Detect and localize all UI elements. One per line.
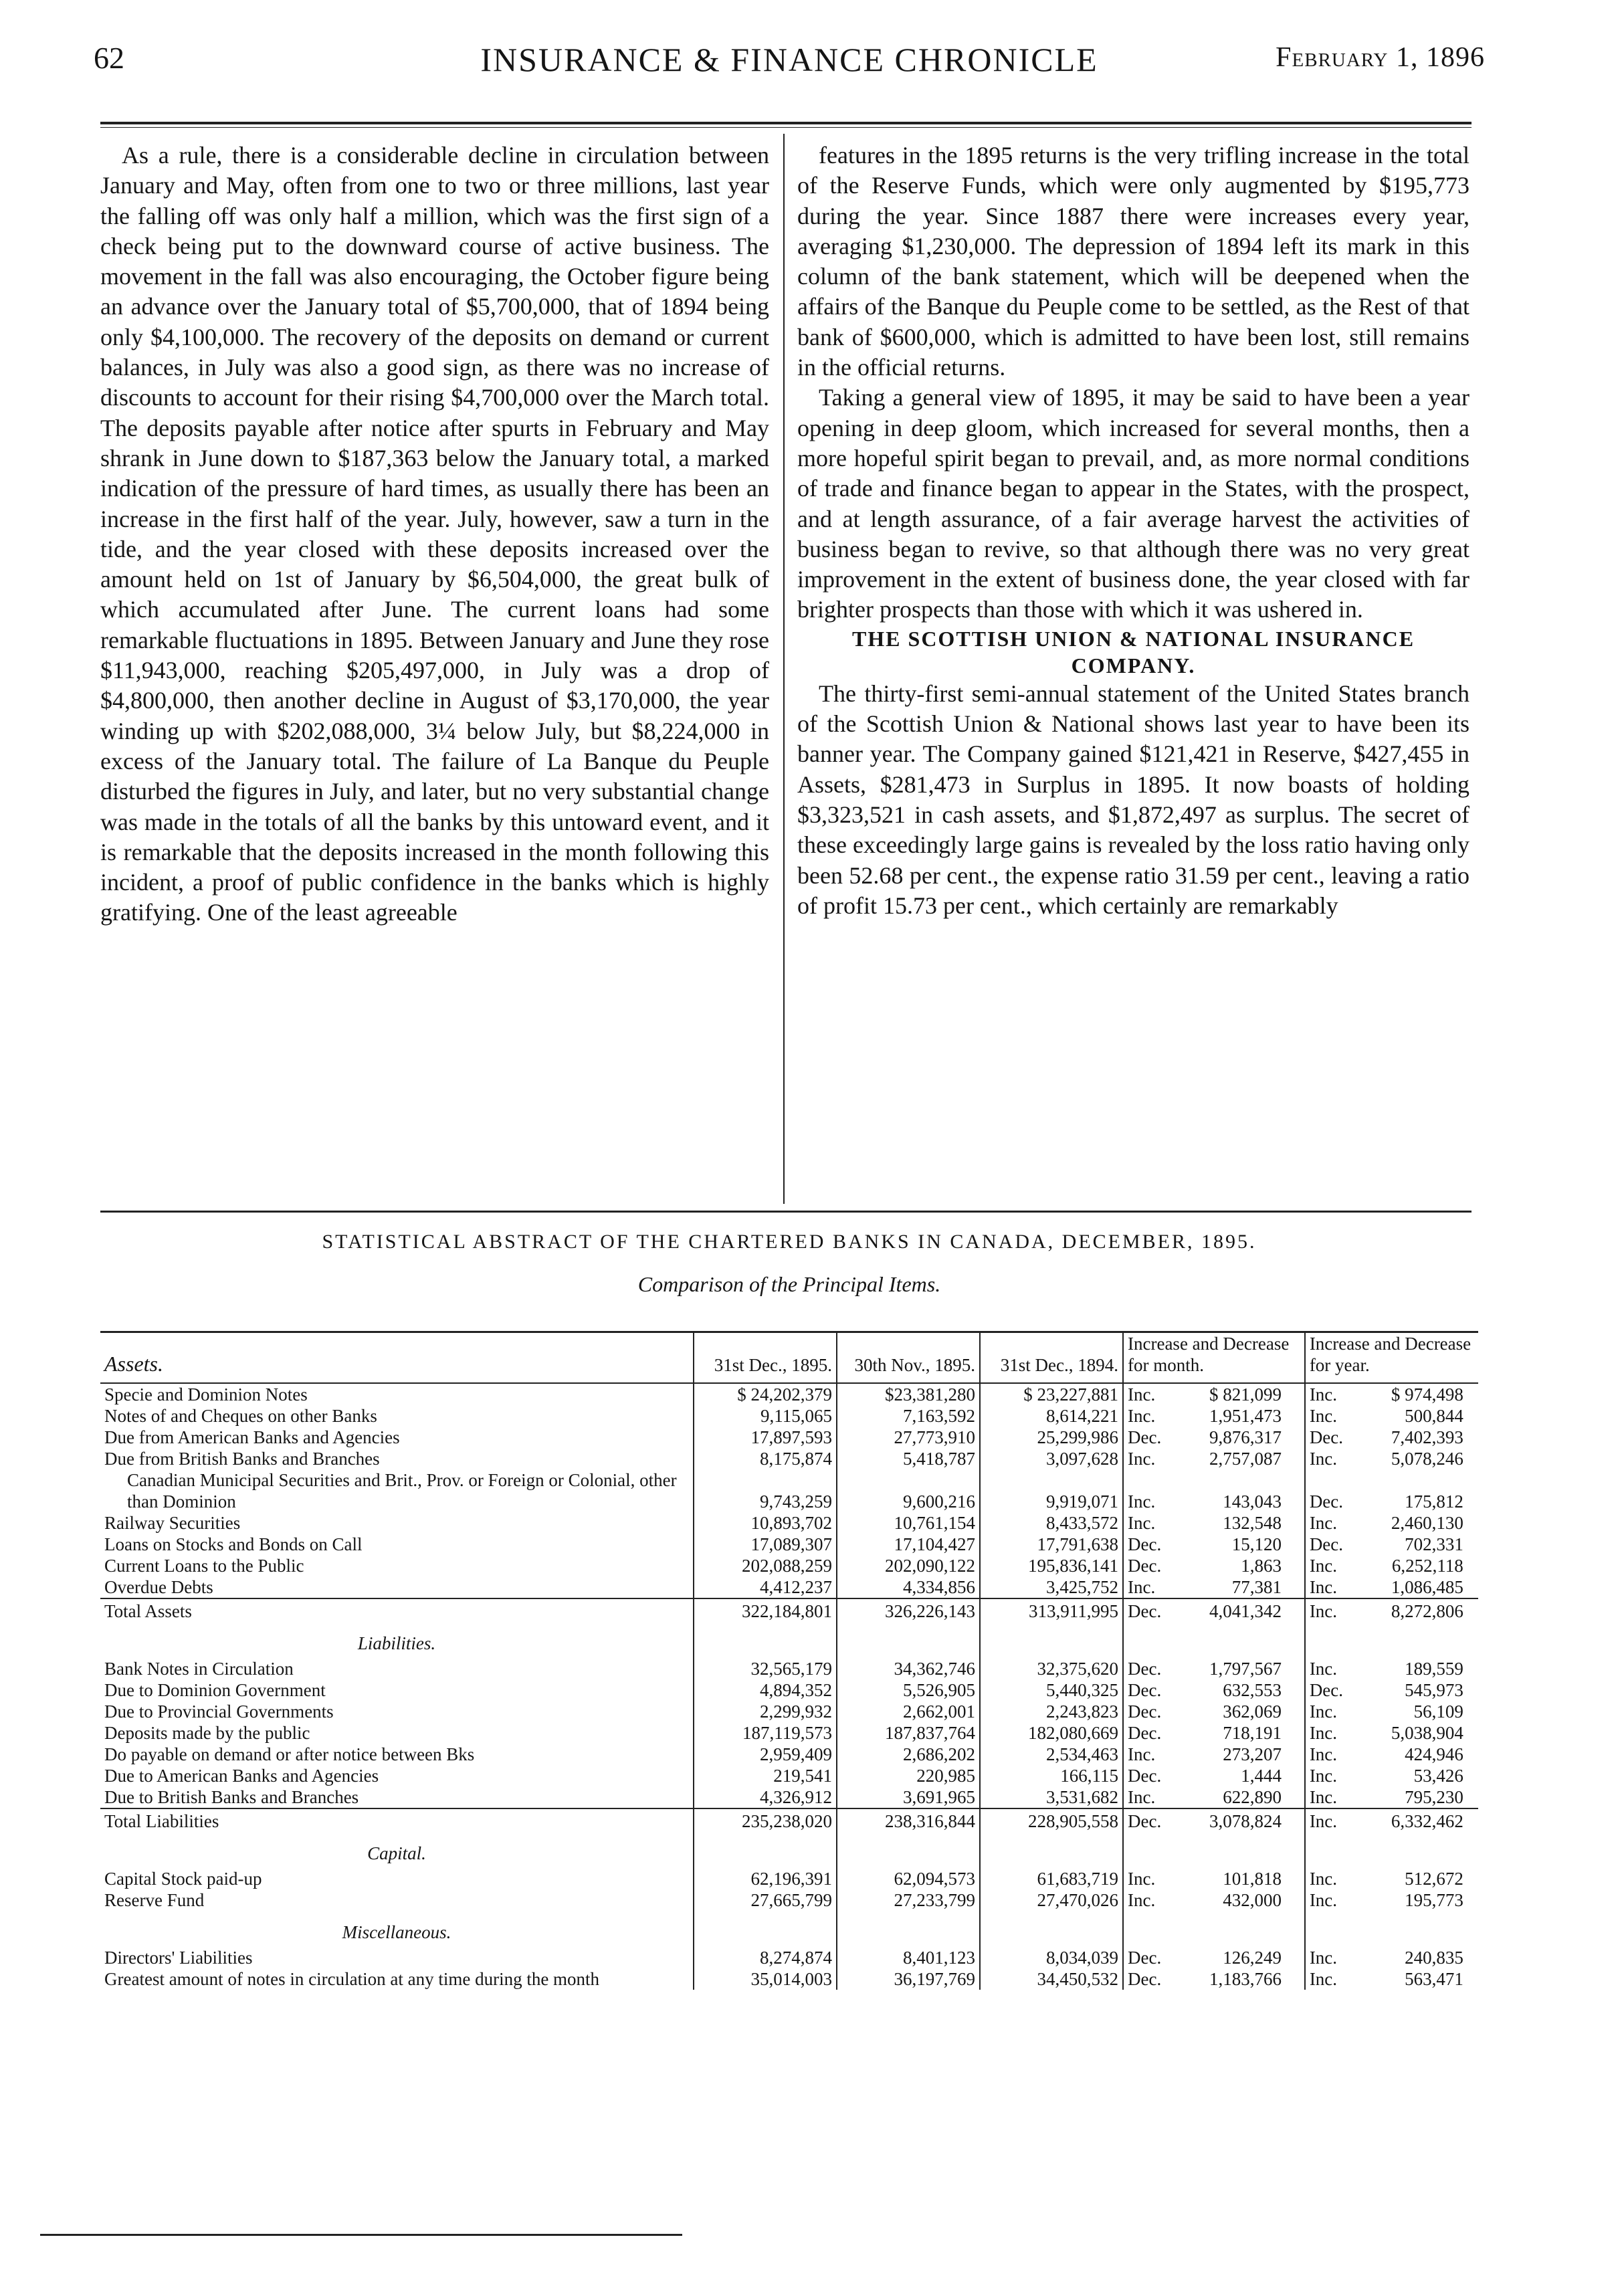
year-change — [1305, 1786, 1478, 1808]
year-change — [1305, 1469, 1478, 1512]
right-paragraph: features in the 1895 returns is the very trifling increase in the total of the Reserve Funds, which were only augmented by $195,773 during the year. Since 1887 there were increases every year, averaging $1,230,000. The depression of 1894 left its mark in this column of the bank statement, which will be deepened when the affairs of the Banque du Peuple come to be settled, as the Rest of that bank of $600,000, which is admitted to have been lost, still remains in the official returns. — [797, 142, 1469, 381]
year-change-direction: Inc. — [1309, 1449, 1338, 1469]
year-change-direction: Inc. — [1309, 1556, 1338, 1576]
year-change — [1305, 1658, 1478, 1679]
year-change-amount: 175,812 — [1405, 1491, 1463, 1512]
month-change-direction: Inc. — [1128, 1744, 1156, 1764]
table-row — [100, 1427, 1478, 1448]
table-section-label-row — [100, 1832, 1478, 1868]
value-nov-1895: 5,526,905 — [837, 1679, 980, 1701]
month-change-amount: $ 821,099 — [1209, 1384, 1282, 1405]
month-change-direction: Inc. — [1128, 1449, 1156, 1469]
year-change-direction: Dec. — [1309, 1534, 1344, 1554]
month-change — [1123, 1405, 1305, 1427]
year-change-direction: Inc. — [1309, 1890, 1338, 1910]
month-change-amount: 2,757,087 — [1209, 1449, 1282, 1469]
empty-cell — [1305, 1622, 1478, 1658]
empty-cell — [980, 1911, 1123, 1947]
year-change-direction: Dec. — [1309, 1427, 1344, 1447]
month-change-amount: 15,120 — [1231, 1534, 1282, 1554]
bottom-rule — [40, 2234, 682, 2236]
year-change — [1305, 1512, 1478, 1534]
value-dec-1895: 10,893,702 — [694, 1512, 837, 1534]
table-section-label: Miscellaneous. — [342, 1922, 451, 1942]
value-dec-1894: 25,299,986 — [980, 1427, 1123, 1448]
month-change-amount: 3,078,824 — [1209, 1811, 1282, 1831]
month-change-direction: Dec. — [1128, 1556, 1162, 1576]
year-change-direction: Inc. — [1309, 1601, 1338, 1621]
value-dec-1894: 182,080,669 — [980, 1722, 1123, 1744]
value-dec-1894: 2,534,463 — [980, 1744, 1123, 1765]
month-change — [1123, 1427, 1305, 1448]
year-change-direction: Inc. — [1309, 1948, 1338, 1968]
value-dec-1894: 27,470,026 — [980, 1889, 1123, 1911]
empty-cell — [1305, 1911, 1478, 1947]
table-section-label: Capital. — [367, 1843, 426, 1863]
value-dec-1895: 322,184,801 — [694, 1598, 837, 1622]
month-change-amount: 4,041,342 — [1209, 1601, 1282, 1621]
value-dec-1895: 8,175,874 — [694, 1448, 837, 1469]
value-dec-1895: 219,541 — [694, 1765, 837, 1786]
year-change — [1305, 1868, 1478, 1889]
right-column — [797, 140, 1469, 921]
table-row — [100, 1658, 1478, 1679]
year-change-amount: 8,272,806 — [1391, 1601, 1463, 1621]
month-change-direction: Dec. — [1128, 1766, 1162, 1786]
right-paragraph: The thirty-first semi-annual statement of the United States branch of the Scottish Union & National shows last year to have been its banner year. The Company gained $121,421 in Reserve, $427,455 in Assets, $281,473 in Surplus in 1895. It now boasts of holding $3,323,521 in cash assets, and $1,872,497 as surplus. The secret of these exceedingly large gains is revealed by the loss ratio having only been 52.68 per cent., the expense ratio 31.59 per cent., leaving a ratio of profit 15.73 per cent., which certainly are remarkably — [797, 680, 1469, 919]
year-change-direction: Inc. — [1309, 1744, 1338, 1764]
value-nov-1895: 5,418,787 — [837, 1448, 980, 1469]
value-dec-1895: 32,565,179 — [694, 1658, 837, 1679]
value-dec-1895: 4,894,352 — [694, 1679, 837, 1701]
year-change-amount: 545,973 — [1405, 1680, 1463, 1700]
value-dec-1894: 8,614,221 — [980, 1405, 1123, 1427]
value-dec-1894: 3,425,752 — [980, 1576, 1123, 1598]
table-subtitle: Comparison of the Principal Items. — [637, 1272, 941, 1296]
month-change-amount: 126,249 — [1223, 1948, 1282, 1968]
row-label: Loans on Stocks and Bonds on Call — [104, 1534, 363, 1554]
value-nov-1895: 3,691,965 — [837, 1786, 980, 1808]
value-nov-1895: 27,233,799 — [837, 1889, 980, 1911]
year-change — [1305, 1405, 1478, 1427]
table-row — [100, 1512, 1478, 1534]
month-change-direction: Dec. — [1128, 1701, 1162, 1722]
value-dec-1895: 187,119,573 — [694, 1722, 837, 1744]
value-dec-1894: $ 23,227,881 — [980, 1383, 1123, 1405]
month-change-amount: 1,444 — [1241, 1766, 1282, 1786]
year-change-direction: Inc. — [1309, 1406, 1338, 1426]
left-column — [100, 140, 769, 928]
month-change-amount: 132,548 — [1223, 1513, 1282, 1533]
value-dec-1894: 61,683,719 — [980, 1868, 1123, 1889]
row-label: Overdue Debts — [104, 1577, 213, 1597]
value-nov-1895: 34,362,746 — [837, 1658, 980, 1679]
year-change-direction: Inc. — [1309, 1811, 1338, 1831]
value-dec-1895: 4,326,912 — [694, 1786, 837, 1808]
row-label: Specie and Dominion Notes — [104, 1384, 308, 1405]
table-row — [100, 1786, 1478, 1808]
row-label: Total Assets — [100, 1598, 694, 1622]
year-change — [1305, 1968, 1478, 1990]
value-dec-1894: 17,791,638 — [980, 1534, 1123, 1555]
header-dec-1895: 31st Dec., 1895. — [694, 1332, 837, 1384]
row-label: Canadian Municipal Securities and Brit., Prov. or Foreign or Colonial, other than Dominion — [127, 1470, 677, 1512]
year-change-amount: 56,109 — [1413, 1701, 1463, 1722]
year-change — [1305, 1555, 1478, 1576]
value-dec-1895: 9,743,259 — [694, 1469, 837, 1512]
header-rule — [100, 122, 1471, 124]
month-change-direction: Inc. — [1128, 1787, 1156, 1807]
month-change-direction: Dec. — [1128, 1811, 1162, 1831]
row-label: Due to American Banks and Agencies — [104, 1766, 379, 1786]
month-change — [1123, 1968, 1305, 1990]
year-change-direction: Inc. — [1309, 1659, 1338, 1679]
right-paragraph: Taking a general view of 1895, it may be said to have been a year opening in deep gloom, which increased for several months, then a more hopeful spirit began to prevail, and, as more normal conditions of trade and finance began to appear in the States, with the prospect, and at length assurance, of a fair average harvest the activities of business began to revive, so that although there was no very great improvement in the extent of business done, the year closed with far brighter prospects than those with which it was ushered in. — [797, 384, 1469, 623]
year-change-direction: Inc. — [1309, 1869, 1338, 1889]
table-section-label-row — [100, 1911, 1478, 1947]
row-label: Current Loans to the Public — [104, 1556, 304, 1576]
year-change-direction: Inc. — [1309, 1723, 1338, 1743]
year-change-amount: 2,460,130 — [1391, 1513, 1463, 1533]
year-change-amount: 53,426 — [1413, 1766, 1463, 1786]
value-dec-1895: 2,959,409 — [694, 1744, 837, 1765]
month-change — [1123, 1701, 1305, 1722]
header-month-change: Increase and Decrease for month. — [1123, 1332, 1305, 1384]
value-dec-1895: 235,238,020 — [694, 1808, 837, 1832]
month-change-amount: 632,553 — [1223, 1680, 1282, 1700]
value-dec-1894: 5,440,325 — [980, 1679, 1123, 1701]
month-change — [1123, 1868, 1305, 1889]
value-nov-1895: 187,837,764 — [837, 1722, 980, 1744]
table-section-label: Liabilities. — [357, 1633, 436, 1653]
month-change-direction: Dec. — [1128, 1723, 1162, 1743]
month-change-direction: Inc. — [1128, 1491, 1156, 1512]
page-header — [94, 40, 1485, 94]
value-nov-1895: 4,334,856 — [837, 1576, 980, 1598]
year-change-direction: Inc. — [1309, 1969, 1338, 1989]
table-row — [100, 1722, 1478, 1744]
month-change-amount: 101,818 — [1223, 1869, 1282, 1889]
table-row — [100, 1868, 1478, 1889]
value-dec-1894: 228,905,558 — [980, 1808, 1123, 1832]
month-change-amount: 9,876,317 — [1209, 1427, 1282, 1447]
month-change — [1123, 1786, 1305, 1808]
row-label: Greatest amount of notes in circulation at any time during the month — [104, 1969, 600, 1989]
value-dec-1894: 166,115 — [980, 1765, 1123, 1786]
value-dec-1894: 2,243,823 — [980, 1701, 1123, 1722]
value-dec-1894: 313,911,995 — [980, 1598, 1123, 1622]
year-change — [1305, 1679, 1478, 1701]
month-change-amount: 143,043 — [1223, 1491, 1282, 1512]
month-change-amount: 362,069 — [1223, 1701, 1282, 1722]
value-nov-1895: 9,600,216 — [837, 1469, 980, 1512]
year-change-amount: 563,471 — [1405, 1969, 1463, 1989]
month-change-direction: Inc. — [1128, 1577, 1156, 1597]
month-change-direction: Dec. — [1128, 1601, 1162, 1621]
section-rule — [100, 1211, 1471, 1213]
value-nov-1895: 2,686,202 — [837, 1744, 980, 1765]
month-change-direction: Dec. — [1128, 1680, 1162, 1700]
table-row — [100, 1889, 1478, 1911]
month-change-amount: 622,890 — [1223, 1787, 1282, 1807]
value-dec-1894: 3,097,628 — [980, 1448, 1123, 1469]
left-paragraph: As a rule, there is a considerable decline in circulation between January and May, often from one to two or three millions, last year the falling off was only half a million, which was the first sign of a check being put to the downward course of active business. The movement in the fall was also encouraging, the October figure being an advance over the January total of $5,700,000, that of 1894 being only $4,100,000. The recovery of the deposits on demand or current balances, in July was also a good sign, as there was no increase of discounts to account for their rising $4,700,000 over the March total. The deposits payable after notice after spurts in February and May shrank in June down to $187,363 below the January total, a marked indication of the pressure of hard times, as usually there has been an increase in the first half of the year. July, however, saw a turn in the tide, and the year closed with these deposits increased over the amount held on 1st of January by $6,504,000, the great bulk of which accumulated after June. The current loans had some remarkable fluctuations in 1895. Between January and June they rose $11,943,000, reaching $205,497,000, in July was a drop of $4,800,000, then another decline in August of $3,170,000, the year winding up with $202,088,000, 3¼ below July, but $8,224,000 in excess of the January total. The failure of La Banque du Peuple disturbed the figures in July, and later, but no very substantial change was made in the totals of all the banks by this untoward event, and it is remarkable that the deposits increased in the month following this incident, a proof of public confidence in the banks which is highly gratifying. One of the least agreeable — [100, 142, 769, 926]
value-dec-1895: 35,014,003 — [694, 1968, 837, 1990]
value-dec-1894: 195,836,141 — [980, 1555, 1123, 1576]
month-change — [1123, 1448, 1305, 1469]
month-change — [1123, 1722, 1305, 1744]
empty-cell — [980, 1832, 1123, 1868]
month-change — [1123, 1808, 1305, 1832]
year-change-direction: Inc. — [1309, 1766, 1338, 1786]
year-change — [1305, 1889, 1478, 1911]
month-change — [1123, 1744, 1305, 1765]
table-total-row — [100, 1808, 1478, 1832]
value-nov-1895: 202,090,122 — [837, 1555, 980, 1576]
year-change — [1305, 1744, 1478, 1765]
value-dec-1894: 3,531,682 — [980, 1786, 1123, 1808]
table-row — [100, 1968, 1478, 1990]
row-label: Due to British Banks and Branches — [104, 1787, 359, 1807]
value-dec-1895: 2,299,932 — [694, 1701, 837, 1722]
empty-cell — [1123, 1622, 1305, 1658]
year-change — [1305, 1598, 1478, 1622]
year-change-amount: 702,331 — [1405, 1534, 1463, 1554]
table-row — [100, 1534, 1478, 1555]
row-label: Due from American Banks and Agencies — [104, 1427, 400, 1447]
year-change — [1305, 1576, 1478, 1598]
empty-cell — [1123, 1832, 1305, 1868]
value-dec-1894: 8,433,572 — [980, 1512, 1123, 1534]
value-dec-1895: 62,196,391 — [694, 1868, 837, 1889]
row-label: Bank Notes in Circulation — [104, 1659, 294, 1679]
issue-date: February 1, 1896 — [1276, 42, 1485, 73]
table-row — [100, 1383, 1478, 1405]
value-nov-1895: 62,094,573 — [837, 1868, 980, 1889]
value-nov-1895: 36,197,769 — [837, 1968, 980, 1990]
empty-cell — [694, 1832, 837, 1868]
value-nov-1895: 326,226,143 — [837, 1598, 980, 1622]
year-change-amount: 424,946 — [1405, 1744, 1463, 1764]
column-divider — [783, 134, 785, 1204]
publication-title: INSURANCE & FINANCE CHRONICLE — [480, 41, 1098, 78]
table-row — [100, 1947, 1478, 1968]
year-change-direction: Inc. — [1309, 1513, 1338, 1533]
month-change-amount: 718,191 — [1223, 1723, 1282, 1743]
month-change-direction: Inc. — [1128, 1890, 1156, 1910]
row-label: Directors' Liabilities — [104, 1948, 253, 1968]
year-change — [1305, 1383, 1478, 1405]
value-nov-1895: 7,163,592 — [837, 1405, 980, 1427]
month-change-direction: Dec. — [1128, 1534, 1162, 1554]
month-change-amount: 1,951,473 — [1209, 1406, 1282, 1426]
month-change-direction: Dec. — [1128, 1948, 1162, 1968]
month-change — [1123, 1576, 1305, 1598]
value-dec-1894: 8,034,039 — [980, 1947, 1123, 1968]
value-dec-1895: $ 24,202,379 — [694, 1383, 837, 1405]
year-change — [1305, 1765, 1478, 1786]
year-change — [1305, 1427, 1478, 1448]
year-change-amount: 5,078,246 — [1391, 1449, 1463, 1469]
year-change — [1305, 1947, 1478, 1968]
month-change-direction: Dec. — [1128, 1969, 1162, 1989]
empty-cell — [694, 1911, 837, 1947]
month-change-amount: 1,863 — [1241, 1556, 1282, 1576]
value-dec-1894: 32,375,620 — [980, 1658, 1123, 1679]
value-nov-1895: 220,985 — [837, 1765, 980, 1786]
month-change — [1123, 1469, 1305, 1512]
empty-cell — [837, 1832, 980, 1868]
year-change-direction: Inc. — [1309, 1701, 1338, 1722]
header-rule-thin — [100, 127, 1471, 128]
year-change — [1305, 1534, 1478, 1555]
year-change — [1305, 1808, 1478, 1832]
table-section-label-row — [100, 1622, 1478, 1658]
year-change-direction: Inc. — [1309, 1384, 1338, 1405]
value-dec-1895: 8,274,874 — [694, 1947, 837, 1968]
row-label: Due to Dominion Government — [104, 1680, 326, 1700]
value-nov-1895: 10,761,154 — [837, 1512, 980, 1534]
table-row — [100, 1765, 1478, 1786]
value-dec-1895: 17,089,307 — [694, 1534, 837, 1555]
row-label: Due from British Banks and Branches — [104, 1449, 380, 1469]
month-change-amount: 1,797,567 — [1209, 1659, 1282, 1679]
value-dec-1895: 27,665,799 — [694, 1889, 837, 1911]
value-nov-1895: 2,662,001 — [837, 1701, 980, 1722]
row-label: Reserve Fund — [104, 1890, 205, 1910]
month-change — [1123, 1679, 1305, 1701]
section-heading: THE SCOTTISH UNION & NATIONAL INSURANCE COMPANY. — [851, 626, 1415, 678]
month-change — [1123, 1534, 1305, 1555]
empty-cell — [980, 1622, 1123, 1658]
value-dec-1895: 202,088,259 — [694, 1555, 837, 1576]
table-row — [100, 1679, 1478, 1701]
year-change-direction: Dec. — [1309, 1680, 1344, 1700]
empty-cell — [837, 1622, 980, 1658]
month-change — [1123, 1383, 1305, 1405]
month-change — [1123, 1555, 1305, 1576]
year-change — [1305, 1722, 1478, 1744]
empty-cell — [837, 1911, 980, 1947]
month-change-direction: Inc. — [1128, 1384, 1156, 1405]
year-change-amount: $ 974,498 — [1391, 1384, 1463, 1405]
year-change-amount: 240,835 — [1405, 1948, 1463, 1968]
year-change-amount: 7,402,393 — [1391, 1427, 1463, 1447]
header-dec-1894: 31st Dec., 1894. — [980, 1332, 1123, 1384]
row-label: Do payable on demand or after notice between Bks — [104, 1744, 475, 1764]
table-row — [100, 1576, 1478, 1598]
year-change-amount: 1,086,485 — [1391, 1577, 1463, 1597]
month-change-direction: Inc. — [1128, 1406, 1156, 1426]
year-change-amount: 189,559 — [1405, 1659, 1463, 1679]
row-label: Deposits made by the public — [104, 1723, 310, 1743]
value-dec-1894: 34,450,532 — [980, 1968, 1123, 1990]
table-row — [100, 1448, 1478, 1469]
value-nov-1895: $23,381,280 — [837, 1383, 980, 1405]
table-total-row — [100, 1598, 1478, 1622]
value-dec-1895: 17,897,593 — [694, 1427, 837, 1448]
year-change-amount: 6,332,462 — [1391, 1811, 1463, 1831]
value-dec-1894: 9,919,071 — [980, 1469, 1123, 1512]
value-nov-1895: 238,316,844 — [837, 1808, 980, 1832]
month-change-direction: Dec. — [1128, 1659, 1162, 1679]
year-change-direction: Inc. — [1309, 1577, 1338, 1597]
month-change — [1123, 1765, 1305, 1786]
row-label: Total Liabilities — [100, 1808, 694, 1832]
empty-cell — [1305, 1832, 1478, 1868]
month-change-amount: 432,000 — [1223, 1890, 1282, 1910]
month-change — [1123, 1658, 1305, 1679]
month-change-amount: 1,183,766 — [1209, 1969, 1282, 1989]
year-change-amount: 6,252,118 — [1391, 1556, 1463, 1576]
table-row — [100, 1405, 1478, 1427]
month-change-direction: Dec. — [1128, 1427, 1162, 1447]
row-label: Notes of and Cheques on other Banks — [104, 1406, 377, 1426]
table-title: STATISTICAL ABSTRACT OF THE CHARTERED BANKS IN CANADA, DECEMBER, 1895. — [322, 1231, 1257, 1253]
year-change — [1305, 1448, 1478, 1469]
value-dec-1895: 9,115,065 — [694, 1405, 837, 1427]
header-assets: Assets. — [104, 1352, 163, 1376]
table-header-row — [100, 1332, 1478, 1384]
year-change-amount: 512,672 — [1405, 1869, 1463, 1889]
year-change — [1305, 1701, 1478, 1722]
year-change-amount: 795,230 — [1405, 1787, 1463, 1807]
table-row — [100, 1469, 1478, 1512]
month-change-direction: Inc. — [1128, 1513, 1156, 1533]
month-change — [1123, 1889, 1305, 1911]
month-change-direction: Inc. — [1128, 1869, 1156, 1889]
page-number: 62 — [94, 41, 124, 75]
value-dec-1895: 4,412,237 — [694, 1576, 837, 1598]
bank-statistics-table — [100, 1331, 1478, 1990]
month-change-amount: 273,207 — [1223, 1744, 1282, 1764]
month-change-amount: 77,381 — [1231, 1577, 1282, 1597]
row-label: Capital Stock paid-up — [104, 1869, 262, 1889]
year-change-direction: Inc. — [1309, 1787, 1338, 1807]
value-nov-1895: 17,104,427 — [837, 1534, 980, 1555]
row-label: Due to Provincial Governments — [104, 1701, 334, 1722]
header-nov-1895: 30th Nov., 1895. — [837, 1332, 980, 1384]
year-change-direction: Dec. — [1309, 1491, 1344, 1512]
empty-cell — [694, 1622, 837, 1658]
table-row — [100, 1555, 1478, 1576]
value-nov-1895: 8,401,123 — [837, 1947, 980, 1968]
year-change-amount: 195,773 — [1405, 1890, 1463, 1910]
year-change-amount: 5,038,904 — [1391, 1723, 1463, 1743]
empty-cell — [1123, 1911, 1305, 1947]
month-change — [1123, 1512, 1305, 1534]
value-nov-1895: 27,773,910 — [837, 1427, 980, 1448]
month-change — [1123, 1598, 1305, 1622]
header-year-change: Increase and Decrease for year. — [1305, 1332, 1478, 1384]
table-row — [100, 1701, 1478, 1722]
month-change — [1123, 1947, 1305, 1968]
row-label: Railway Securities — [104, 1513, 241, 1533]
year-change-amount: 500,844 — [1405, 1406, 1463, 1426]
table-row — [100, 1744, 1478, 1765]
